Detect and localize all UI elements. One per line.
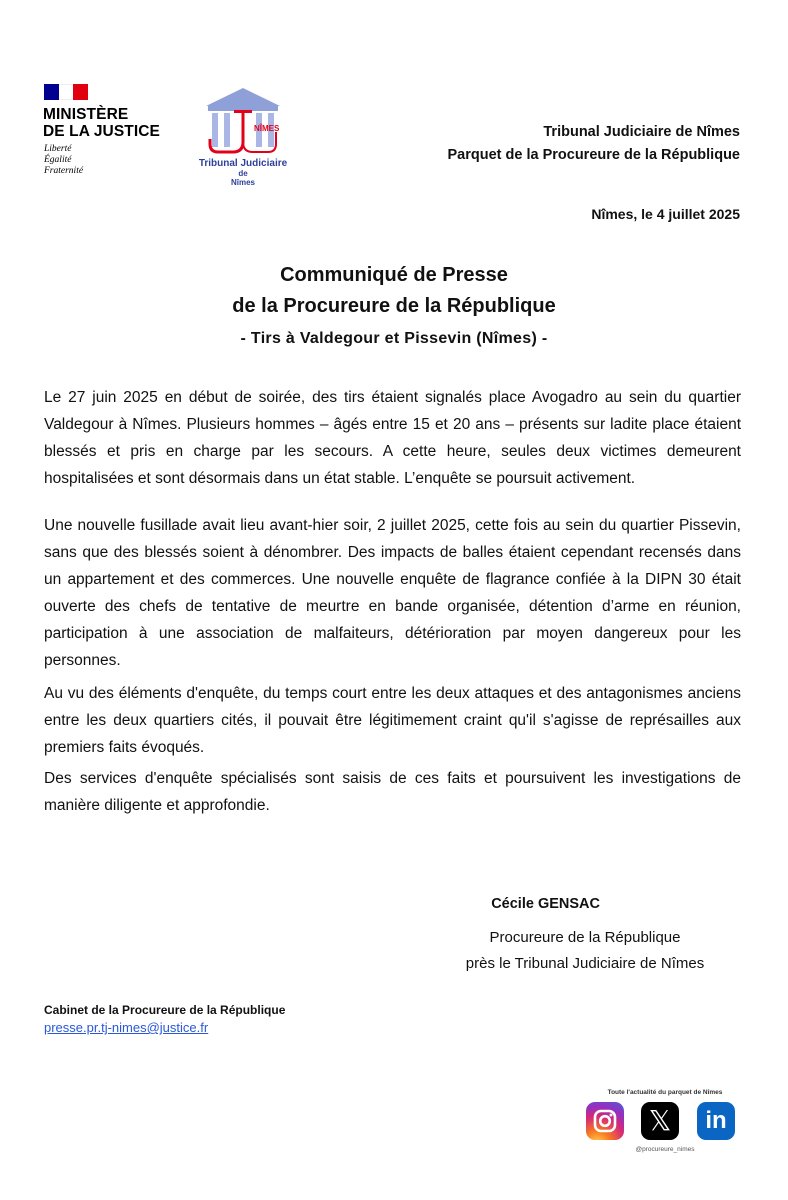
social-handle: @procureure_nimes xyxy=(635,1146,695,1153)
marianne-flag-logo xyxy=(44,84,88,100)
tribunal-logo-column xyxy=(212,113,218,147)
instagram-icon[interactable] xyxy=(586,1102,624,1140)
page-subtitle: - Tirs à Valdegour et Pissevin (Nîmes) - xyxy=(240,330,548,347)
signature-name: Cécile GENSAC xyxy=(491,896,600,912)
linkedin-icon[interactable]: in xyxy=(697,1102,735,1140)
footer-email-link[interactable]: presse.pr.tj-nimes@justice.fr xyxy=(44,1020,209,1035)
signature-role-line1: Procureure de la République xyxy=(489,929,681,946)
social-caption: Toute l'actualité du parquet de Nîmes xyxy=(607,1089,723,1096)
header-parquet: Parquet de la Procureure de la République xyxy=(447,147,740,163)
body-paragraph-3: Au vu des éléments d'enquête, du temps court entre les deux attaques et des antagonismes anciens entre les deux quartiers cités, il pouvait être légitimement craint qu'il s'agisse de représailles aux premiers faits évoqués. xyxy=(44,685,741,756)
footer-cabinet: Cabinet de la Procureure de la République xyxy=(44,1003,286,1017)
page-title-line1: Communiqué de Presse xyxy=(280,264,508,286)
signature-role-line2: près le Tribunal Judiciaire de Nîmes xyxy=(465,955,705,972)
body-paragraph-2: Une nouvelle fusillade avait lieu avant-hier soir, 2 juillet 2025, cette fois au sein du quartier Pissevin, sans que des blessés soient à dénombrer. Des impacts de balles étaient cependant recensés dans un appartement et des commerces. Une nouvelle enquête de flagrance confiée à la DIPN 30 était ouverte des chefs de tentative de meurtre en bande organisée, détention d’arme en réunion, participation à une association de malfaiteurs, détérioration par moyen dangereux pour les personnes. xyxy=(44,517,741,669)
x-icon[interactable]: 𝕏 xyxy=(641,1102,679,1140)
tribunal-logo xyxy=(188,84,298,190)
ministry-title-line2: DE LA JUSTICE xyxy=(43,123,160,140)
ministry-title-line1: MINISTÈRE xyxy=(43,106,129,123)
header-date: Nîmes, le 4 juillet 2025 xyxy=(591,206,740,222)
tribunal-logo-name-3: Nîmes xyxy=(230,178,256,187)
ministry-motto xyxy=(44,144,83,177)
tribunal-logo-name-1: Tribunal Judiciaire xyxy=(198,158,288,169)
motto-egalite: Égalité xyxy=(44,155,72,165)
tribunal-logo-name-2: de xyxy=(238,169,248,178)
header-court: Tribunal Judiciaire de Nîmes xyxy=(543,124,740,140)
page-title-line2: de la Procureure de la République xyxy=(232,295,556,317)
body-paragraph-4: Des services d'enquête spécialisés sont saisis de ces faits et poursuivent les investigations de manière diligente et approfondie. xyxy=(44,770,741,814)
tribunal-logo-t-bar xyxy=(234,110,252,113)
motto-fraternite: Fraternité xyxy=(44,166,84,176)
body-paragraph-1: Le 27 juin 2025 en début de soirée, des tirs étaient signalés place Avogadro au sein du quartier Valdegour à Nîmes. Plusieurs hommes – âgés entre 15 et 20 ans – présents sur ladite place étaient blessés et pris en charge par les secours. A cette heure, seules deux victimes demeurent hospitalisées et sont désormais dans un état stable. L’enquête se poursuit activement. xyxy=(44,389,741,487)
ministry-title xyxy=(43,106,160,140)
tribunal-logo-city: NÎMES xyxy=(254,124,280,133)
tribunal-logo-column xyxy=(224,113,230,147)
motto-liberte: Liberté xyxy=(44,144,72,154)
tribunal-logo-pediment xyxy=(206,88,280,106)
instagram-glyph xyxy=(586,1102,624,1140)
